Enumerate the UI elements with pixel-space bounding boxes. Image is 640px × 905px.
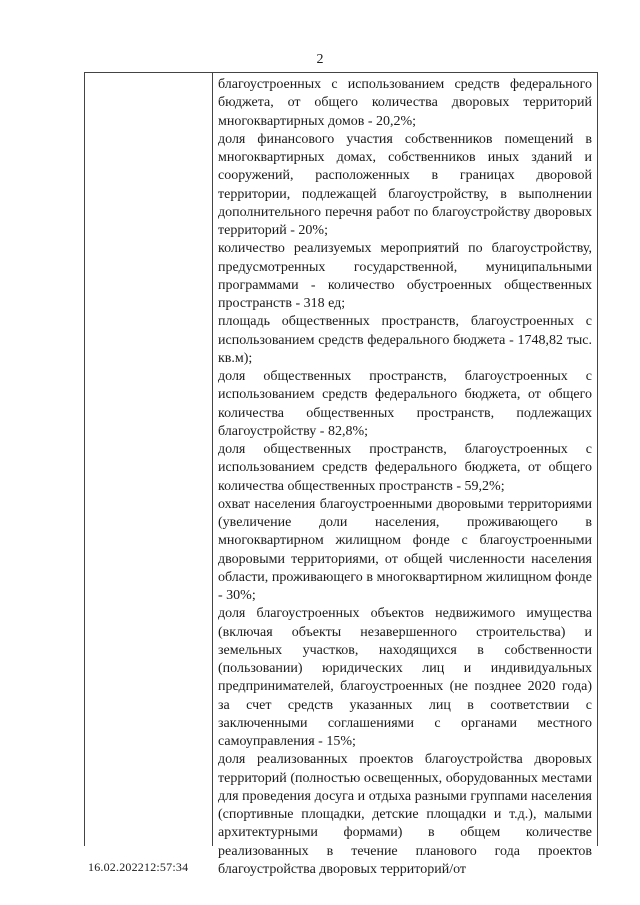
table-right-column [218, 76, 592, 879]
indicator-paragraph: доля финансового участия собственников помещений в многоквартирных домах, собственников иных зданий и сооружений, расположенных в границах дворовой территории, подлежащей благоустройству, в выполнении дополнительного перечня работ по благоустройству дворовых территорий - 20%; [218, 131, 592, 238]
table-left-column [85, 73, 213, 846]
footer-timestamp: 16.02.202212:57:34 [88, 860, 189, 874]
indicator-paragraph: доля общественных пространств, благоустроенных с использованием средств федерального бюджета, от общего количества общественных пространств, подлежащих благоустройству - 82,8%; [218, 369, 592, 439]
indicator-paragraph: доля благоустроенных объектов недвижимого имущества (включая объекты незавершенного строительства) и земельных участков, находящихся в собственности (пользовании) юридических лиц и индивидуальных предпринимателей, благоустроенных (не позднее 2020 года) за счет средств указанных лиц в соответствии с заключенными соглашениями с органами местного самоуправления - 15%; [218, 606, 592, 749]
page-number: 2 [316, 52, 324, 67]
indicator-paragraph: благоустроенных с использованием средств федерального бюджета, от общего количества дворовых территорий многоквартирных домов - 20,2%; [218, 77, 592, 129]
indicator-paragraph: доля реализованных проектов благоустройства дворовых территорий (полностью освещенных, оборудованных местами для проведения досуга и отдыха разными группами населения (спортивные площадки, детские площадки и т.д.), малыми архитектурными формами) в общем количестве реализованных в течение планового года проектов благоустройства дворовых территорий/от [218, 752, 592, 877]
indicator-paragraph: охват населения благоустроенными дворовыми территориями (увеличение доли населения, проживающего в многоквартирном жилищном фонде с благоустроенными дворовыми территориями, от общей численности населения области, проживающего в многоквартирном жилищном фонде - 30%; [218, 496, 592, 603]
indicator-paragraph: количество реализуемых мероприятий по благоустройству, предусмотренных государственной, муниципальными программами - количество обустроенных общественных пространств - 318 ед; [218, 241, 592, 311]
indicator-paragraph: доля общественных пространств, благоустроенных с использованием средств федерального бюджета, от общего количества общественных пространств - 59,2%; [218, 442, 592, 494]
indicator-paragraph: площадь общественных пространств, благоустроенных с использованием средств федерального бюджета - 1748,82 тыс. кв.м); [218, 314, 592, 366]
